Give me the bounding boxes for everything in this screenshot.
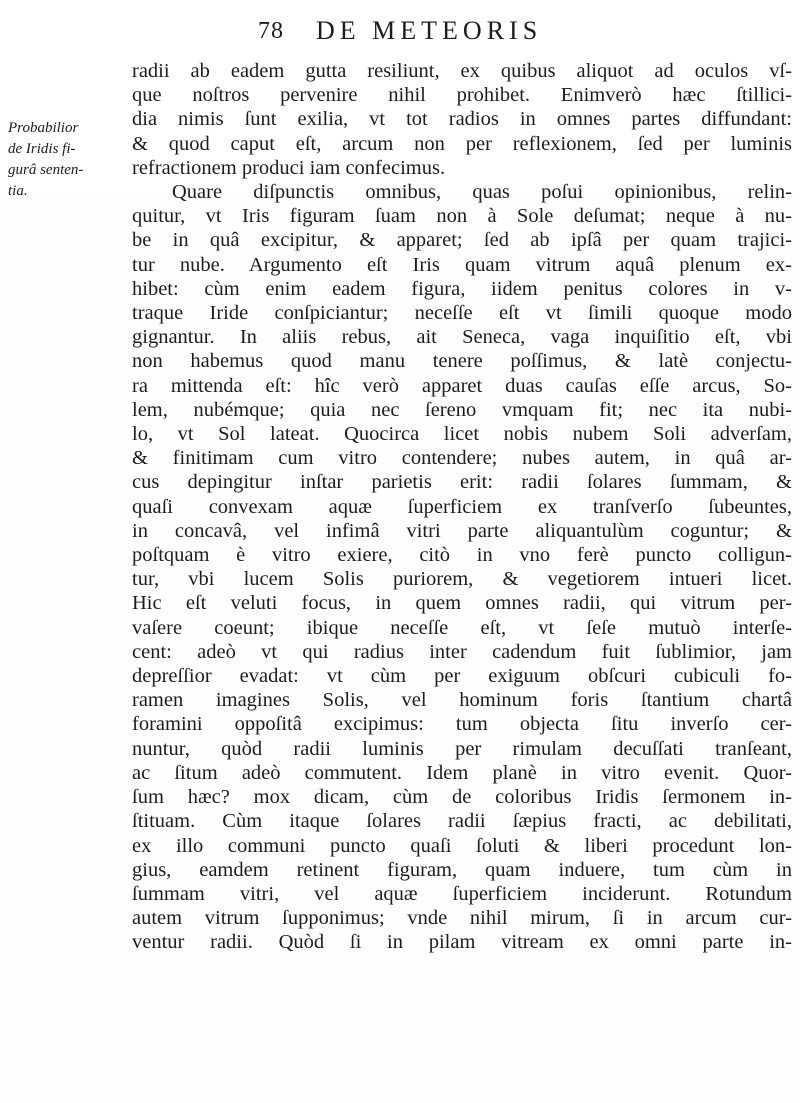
margin-note-line: Probabilior — [8, 120, 79, 136]
text-line: gignantur. In aliis rebus, ait Seneca, vaga inquiſitio eſt, vbi — [132, 326, 792, 349]
text-line: ſum hæc? mox dicam, cùm de coloribus Iridis ſermonem in- — [132, 786, 792, 809]
text-line: lo, vt Sol lateat. Quocirca licet nobis nubem Soli adverſam, — [132, 423, 792, 446]
text-line: ra mittenda eſt: hîc verò apparet duas cauſas eſſe arcus, So- — [132, 374, 792, 397]
text-line: cent: adeò vt qui radius inter cadendum fuit ſublimior, jam — [132, 640, 792, 663]
text-line: quitur, vt Iris figuram ſuam non à Sole deſumat; neque à nu- — [132, 205, 792, 228]
text-line: & finitimam cum vitro contendere; nubes autem, in quâ ar- — [132, 447, 792, 470]
text-line: depreſſior evadat: vt cùm per exiguum obſcuri cubiculi fo- — [132, 665, 792, 688]
text-line: ac ſitum adeò commutent. Idem planè in vitro evenit. Quor- — [132, 761, 792, 784]
text-line: nuntur, quòd radii luminis per rimulam decuſſati tranſeant, — [132, 737, 792, 760]
margin-note-line: gurâ senten- — [8, 162, 84, 178]
text-line: autem vitrum ſupponimus; vnde nihil mirum, ſi in arcum cur- — [132, 907, 792, 930]
margin-note-line: tia. — [8, 183, 28, 199]
text-line: radii ab eadem gutta resiliunt, ex quibus aliquot ad oculos vſ- — [132, 60, 792, 82]
text-line: refractionem produci iam confecimus. — [132, 156, 446, 179]
page-header — [258, 14, 778, 54]
text-line: cus depingitur inſtar parietis erit: radii ſolares ſummam, & — [132, 471, 792, 494]
text-line: que noſtros pervenire nihil prohibet. Enimverò hæc ſtillici- — [132, 84, 792, 107]
text-line: ventur radii. Quòd ſi in pilam vitream ex omni parte in- — [132, 931, 792, 954]
body-text — [132, 59, 792, 955]
text-line: ramen imagines Solis, vel hominum foris ſtantium chartâ — [132, 689, 792, 712]
text-line: in concavâ, vel infimâ vitri parte aliquantulùm coguntur; & — [132, 519, 792, 542]
text-line: Hic eſt veluti focus, in quem omnes radii, qui vitrum per- — [132, 592, 792, 615]
text-line: traque Iride conſpiciantur; neceſſe eſt vt ſimili quoque modo — [132, 302, 792, 325]
text-line: vaſere coeunt; ibique neceſſe eſt, vt ſeſe mutuò interſe- — [132, 616, 792, 639]
text-line: tur nube. Argumento eſt Iris quam vitrum aquâ plenum ex- — [132, 253, 792, 276]
text-line: ex illo communi puncto quaſi ſoluti & liberi procedunt lon- — [132, 834, 792, 857]
text-line: Quare diſpunctis omnibus, quas poſui opinionibus, relin- — [172, 181, 792, 204]
text-line: dia nimis ſunt exilia, vt tot radios in omnes partes diffundant: — [132, 108, 792, 131]
running-title: DE METEORIS — [316, 16, 543, 45]
text-line: poſtquam è vitro exiere, citò in vno ferè puncto colligun- — [132, 544, 792, 567]
text-line: ſummam vitri, vel aquæ ſuperficiem inciderunt. Rotundum — [132, 882, 792, 905]
margin-note-line: de Iridis fi- — [8, 141, 76, 157]
page-number: 78 — [258, 18, 284, 44]
text-line: quaſi convexam aquæ ſuperficiem ex tranſverſo ſubeuntes, — [132, 495, 792, 518]
margin-note — [8, 118, 126, 202]
text-line: ſtituam. Cùm itaque ſolares radii ſæpius fracti, ac debilitati, — [132, 810, 792, 833]
text-line: foramini oppoſitâ excipimus: tum objecta ſitu inverſo cer- — [132, 713, 792, 736]
text-line: be in quâ excipitur, & apparet; ſed ab ipſâ per quam trajici- — [132, 229, 792, 252]
text-line: hibet: cùm enim eadem figura, iidem penitus colores in v- — [132, 277, 792, 300]
text-line: lem, nubémque; quia nec ſereno vmquam fit; nec ita nubi- — [132, 398, 792, 421]
text-line: & quod caput eſt, arcum non per reflexionem, ſed per luminis — [132, 132, 792, 155]
text-line: non habemus quod manu tenere poſſimus, & latè conjectu- — [132, 350, 792, 373]
text-line: gius, eamdem retinent figuram, quam induere, tum cùm in — [132, 858, 792, 881]
text-line: tur, vbi lucem Solis puriorem, & vegetiorem intueri licet. — [132, 568, 792, 591]
